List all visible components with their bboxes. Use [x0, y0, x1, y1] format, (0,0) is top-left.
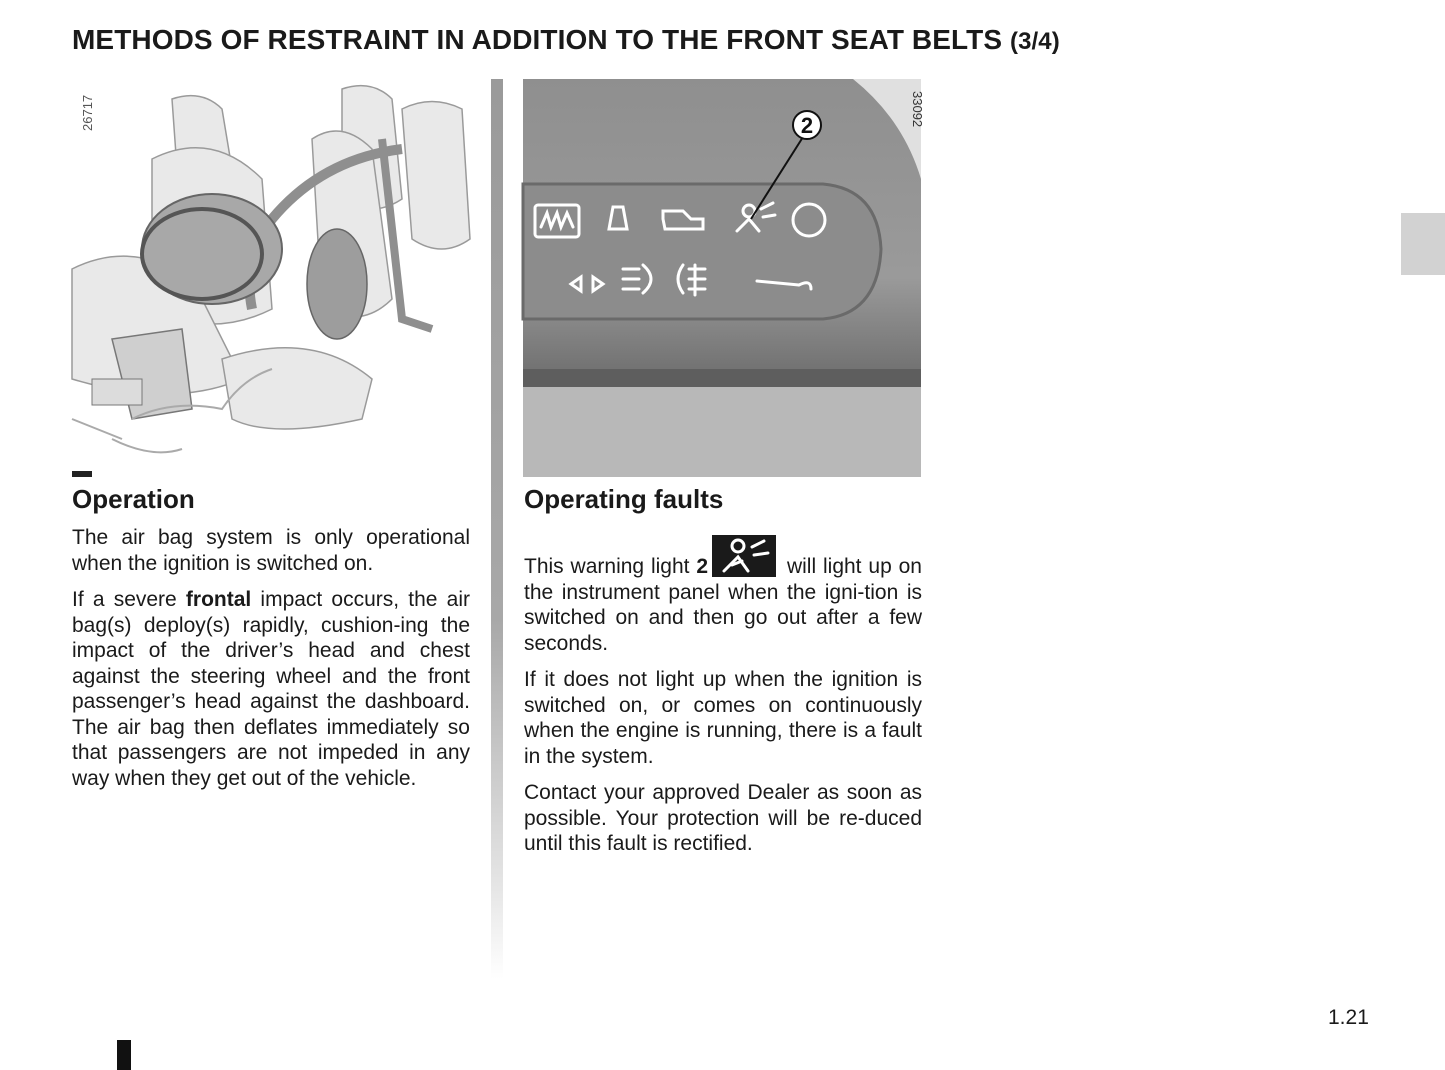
operating-faults-heading: Operating faults: [524, 484, 724, 514]
figure-ref-33092: 33092: [910, 91, 925, 128]
operating-faults-section: [524, 483, 922, 868]
operation-paragraph-2: If a severe frontal impact occurs, the air bag(s) deploy(s) rapidly, cushion-ing the impact of the driver’s head and chest against the steering wheel and the front passenger’s head against the dashboard. The air bag then deflates immediately so that passengers are not impeded in any way when they get out of the vehicle.: [72, 588, 470, 790]
page-title: [72, 24, 1060, 56]
instrument-panel-illustration: [523, 79, 925, 477]
section-tab-marker: [1401, 213, 1445, 275]
page-number: 1.21: [1328, 1006, 1369, 1029]
airbag-warning-icon: [712, 535, 776, 577]
operation-heading: Operation: [72, 484, 195, 514]
title-text: METHODS OF RESTRAINT IN ADDITION TO THE FRONT SEAT BELTS: [72, 24, 1003, 55]
faults-paragraph-1: This warning light 2 will light up on the instrument panel when the igni-tion is switched on and then go out after a few seconds.: [524, 535, 922, 656]
frontal-emphasis: frontal: [185, 588, 252, 611]
operation-section: [72, 483, 470, 802]
crop-mark: [117, 1040, 131, 1070]
column-divider: [491, 79, 503, 979]
faults-paragraph-2: If it does not light up when the ignition is switched on, or comes on continuously when the engine is running, there is a fault in the system.: [524, 668, 922, 768]
airbag-deployment-illustration: [72, 79, 470, 477]
operation-paragraph-1: The air bag system is only operational when the ignition is switched on.: [72, 526, 470, 575]
figure-ref-26717: 26717: [80, 94, 95, 131]
callout-2: 2: [800, 113, 814, 138]
faults-paragraph-3: Contact your approved Dealer as soon as possible. Your protection will be re-duced until this fault is rectified.: [524, 781, 922, 855]
title-part: (3/4): [1010, 28, 1060, 55]
